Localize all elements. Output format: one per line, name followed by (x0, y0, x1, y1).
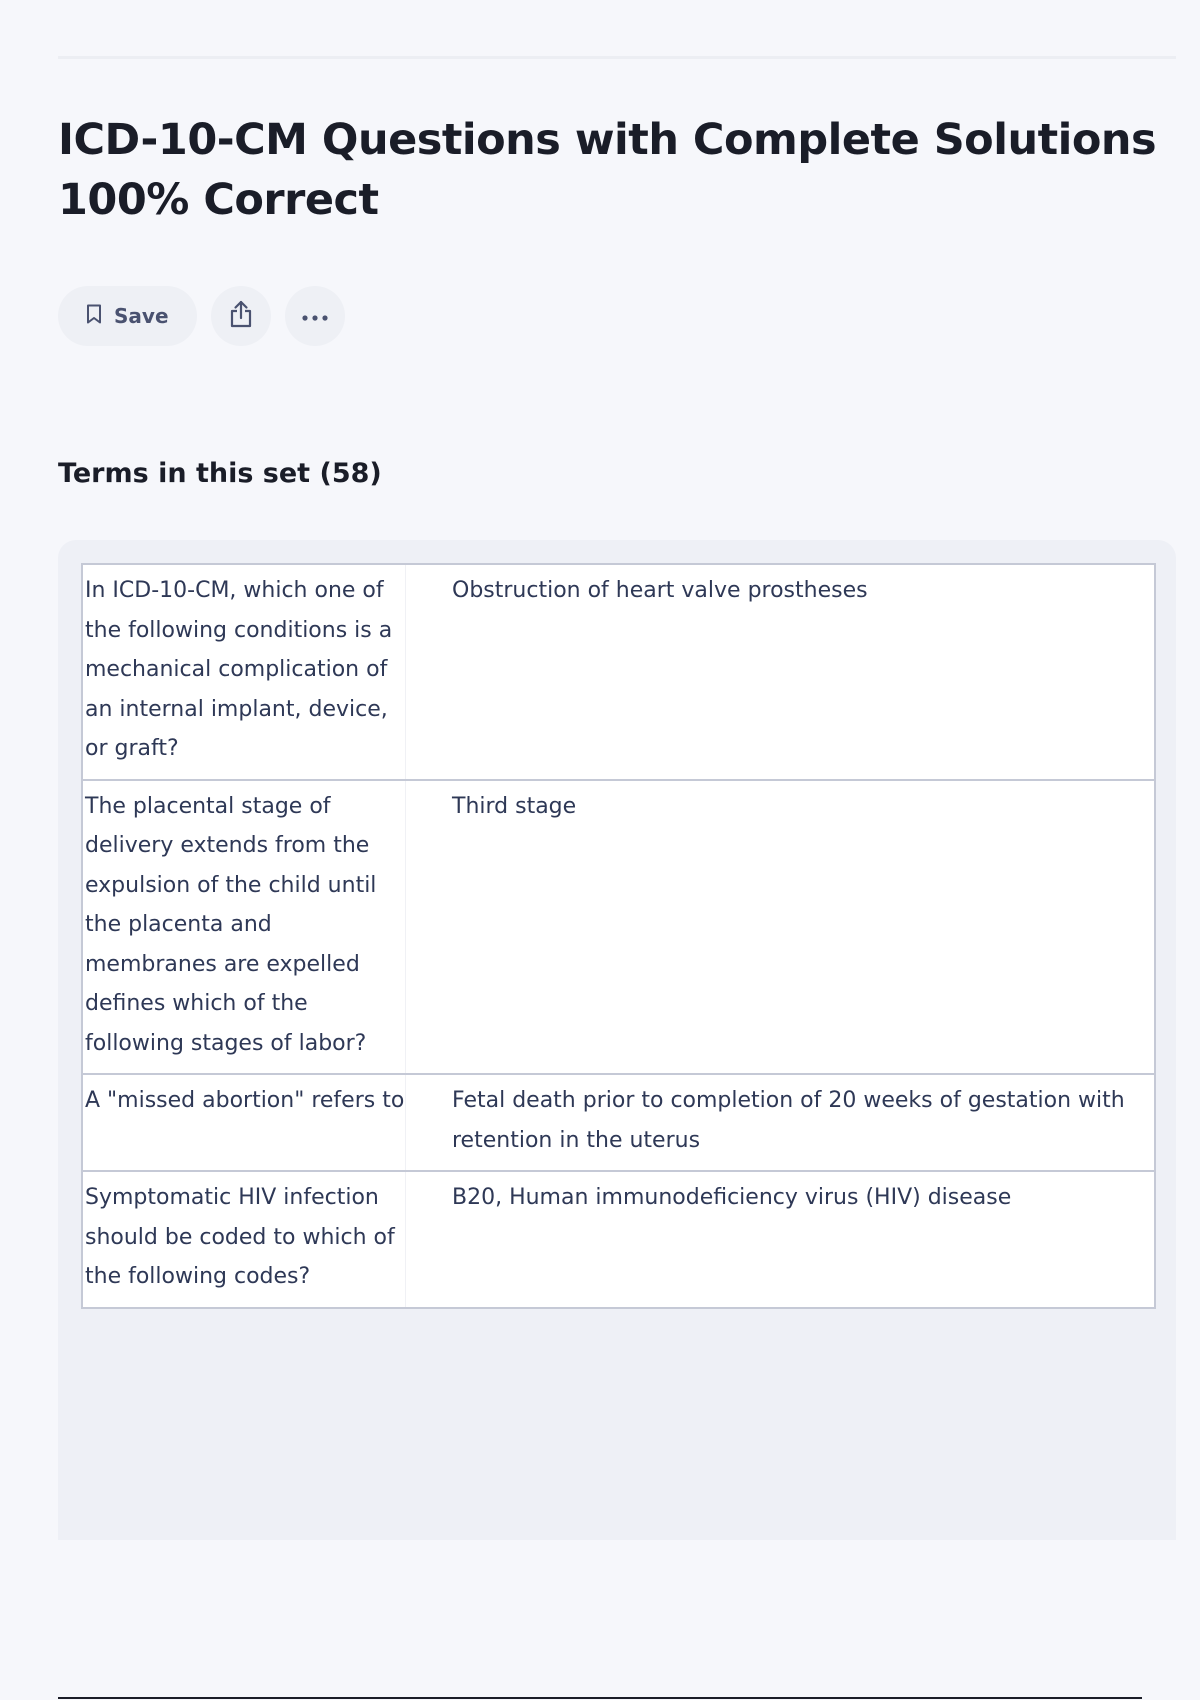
share-button[interactable] (211, 286, 271, 346)
definition-text: Obstruction of heart valve prostheses (452, 578, 868, 603)
definition-text: Fetal death prior to completion of 20 weeks of gestation with retention in the uterus (452, 1088, 1125, 1153)
action-bar (58, 286, 345, 346)
bookmark-icon (86, 304, 102, 328)
table-row (83, 565, 1154, 779)
page-title: ICD-10-CM Questions with Complete Solutions 100% Correct (58, 115, 1157, 225)
more-options-button[interactable] (285, 286, 345, 346)
table-row (83, 779, 1154, 1074)
definition-text: B20, Human immunodeficiency virus (HIV) disease (452, 1185, 1012, 1210)
share-icon (227, 299, 255, 333)
term-text: Symptomatic HIV infection should be coded to which of the following codes? (83, 1172, 406, 1307)
term-text: The placental stage of delivery extends from the expulsion of the child until the placenta and membranes are expelled defines which of the following stages of labor? (83, 781, 406, 1074)
table-row (83, 1170, 1154, 1307)
terms-table (81, 563, 1156, 1309)
save-button[interactable] (58, 286, 197, 346)
term-text: In ICD-10-CM, which one of the following conditions is a mechanical complication of an internal implant, device, or graft? (83, 565, 406, 779)
top-divider (58, 56, 1176, 59)
terms-heading: Terms in this set (58) (58, 458, 382, 489)
save-button-label: Save (114, 304, 169, 328)
bottom-divider (58, 1697, 1142, 1699)
term-text: A "missed abortion" refers to (83, 1075, 406, 1170)
table-row (83, 1073, 1154, 1170)
more-horizontal-icon (300, 307, 330, 326)
definition-text: Third stage (452, 793, 577, 819)
